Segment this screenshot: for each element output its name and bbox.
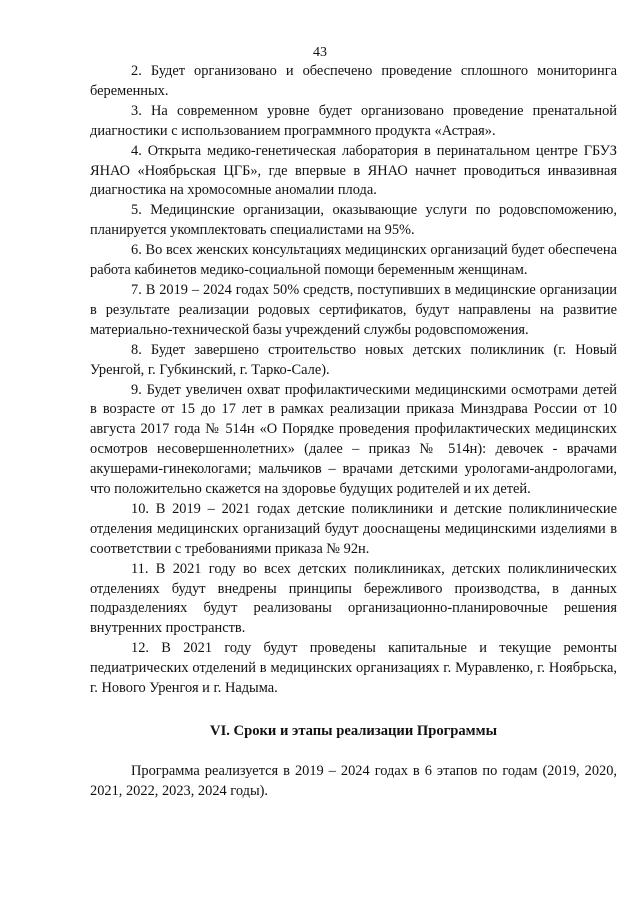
list-item-6: 6. Во всех женских консультациях медицинских организаций будет обеспечена работа кабинетов медико-социальной помощи беременным женщинам. — [90, 242, 617, 279]
list-item-3: 3. На современном уровне будет организовано проведение пренатальной диагностики с использованием программного продукта «Астрая». — [90, 102, 617, 139]
section-paragraph: Программа реализуется в 2019 – 2024 годах в 6 этапов по годам (2019, 2020, 2021, 2022, 2023, 2024 годы). — [90, 763, 617, 799]
list-item-7: 7. В 2019 – 2024 годах 50% средств, поступивших в медицинские организации в результате реализации родовых сертификатов, будут направлены на развитие материально-технической базы учреждений службы родовспоможения. — [90, 281, 617, 338]
list-item-4: 4. Открыта медико-генетическая лаборатория в перинатальном центре ГБУЗ ЯНАО «Ноябрьская ЦГБ», где впервые в ЯНАО начнет проводиться инвазивная диагностика на хромосомные аномалии плода. — [90, 142, 617, 199]
list-item-11: 11. В 2021 году во всех детских поликлиниках, детских поликлинических отделениях будут внедрены принципы бережливого производства, в данных подразделениях будут реализованы организационно-планировочные решения внутренних пространств. — [90, 560, 617, 637]
list-item-8: 8. Будет завершено строительство новых детских поликлиник (г. Новый Уренгой, г. Губкинский, г. Тарко-Сале). — [90, 341, 617, 378]
section-heading: VI. Сроки и этапы реализации Программы — [210, 723, 497, 739]
list-item-5: 5. Медицинские организации, оказывающие услуги по родовспоможению, планируется укомплектовать специалистами на 95%. — [90, 202, 617, 239]
document-body — [90, 62, 617, 802]
list-item-9: 9. Будет увеличен охват профилактическими медицинскими осмотрами детей в возрасте от 15 до 17 лет в рамках реализации приказа Минздрава России от 10 августа 2017 года № 514н «О Порядке проведения профилактических медицинских осмотров несовершеннолетних» (далее – приказ № 514н): девочек - врачами акушерами-гинекологами; мальчиков – врачами детскими урологами-андрологами, что положительно скажется на здоровье будущих родителей и их детей. — [90, 381, 617, 498]
list-item-2: 2. Будет организовано и обеспечено проведение сплошного мониторинга беременных. — [90, 63, 617, 99]
list-item-10: 10. В 2019 – 2021 годах детские поликлиники и детские поликлинические отделения медицинских организаций будут дооснащены медицинскими изделиями в соответствии с требованиями приказа № 92н. — [90, 500, 617, 557]
page-number: 43 — [313, 45, 327, 60]
list-item-12: 12. В 2021 году будут проведены капитальные и текущие ремонты педиатрических отделений в медицинских организациях г. Муравленко, г. Ноябрьска, г. Нового Уренгоя и г. Надыма. — [90, 640, 617, 697]
